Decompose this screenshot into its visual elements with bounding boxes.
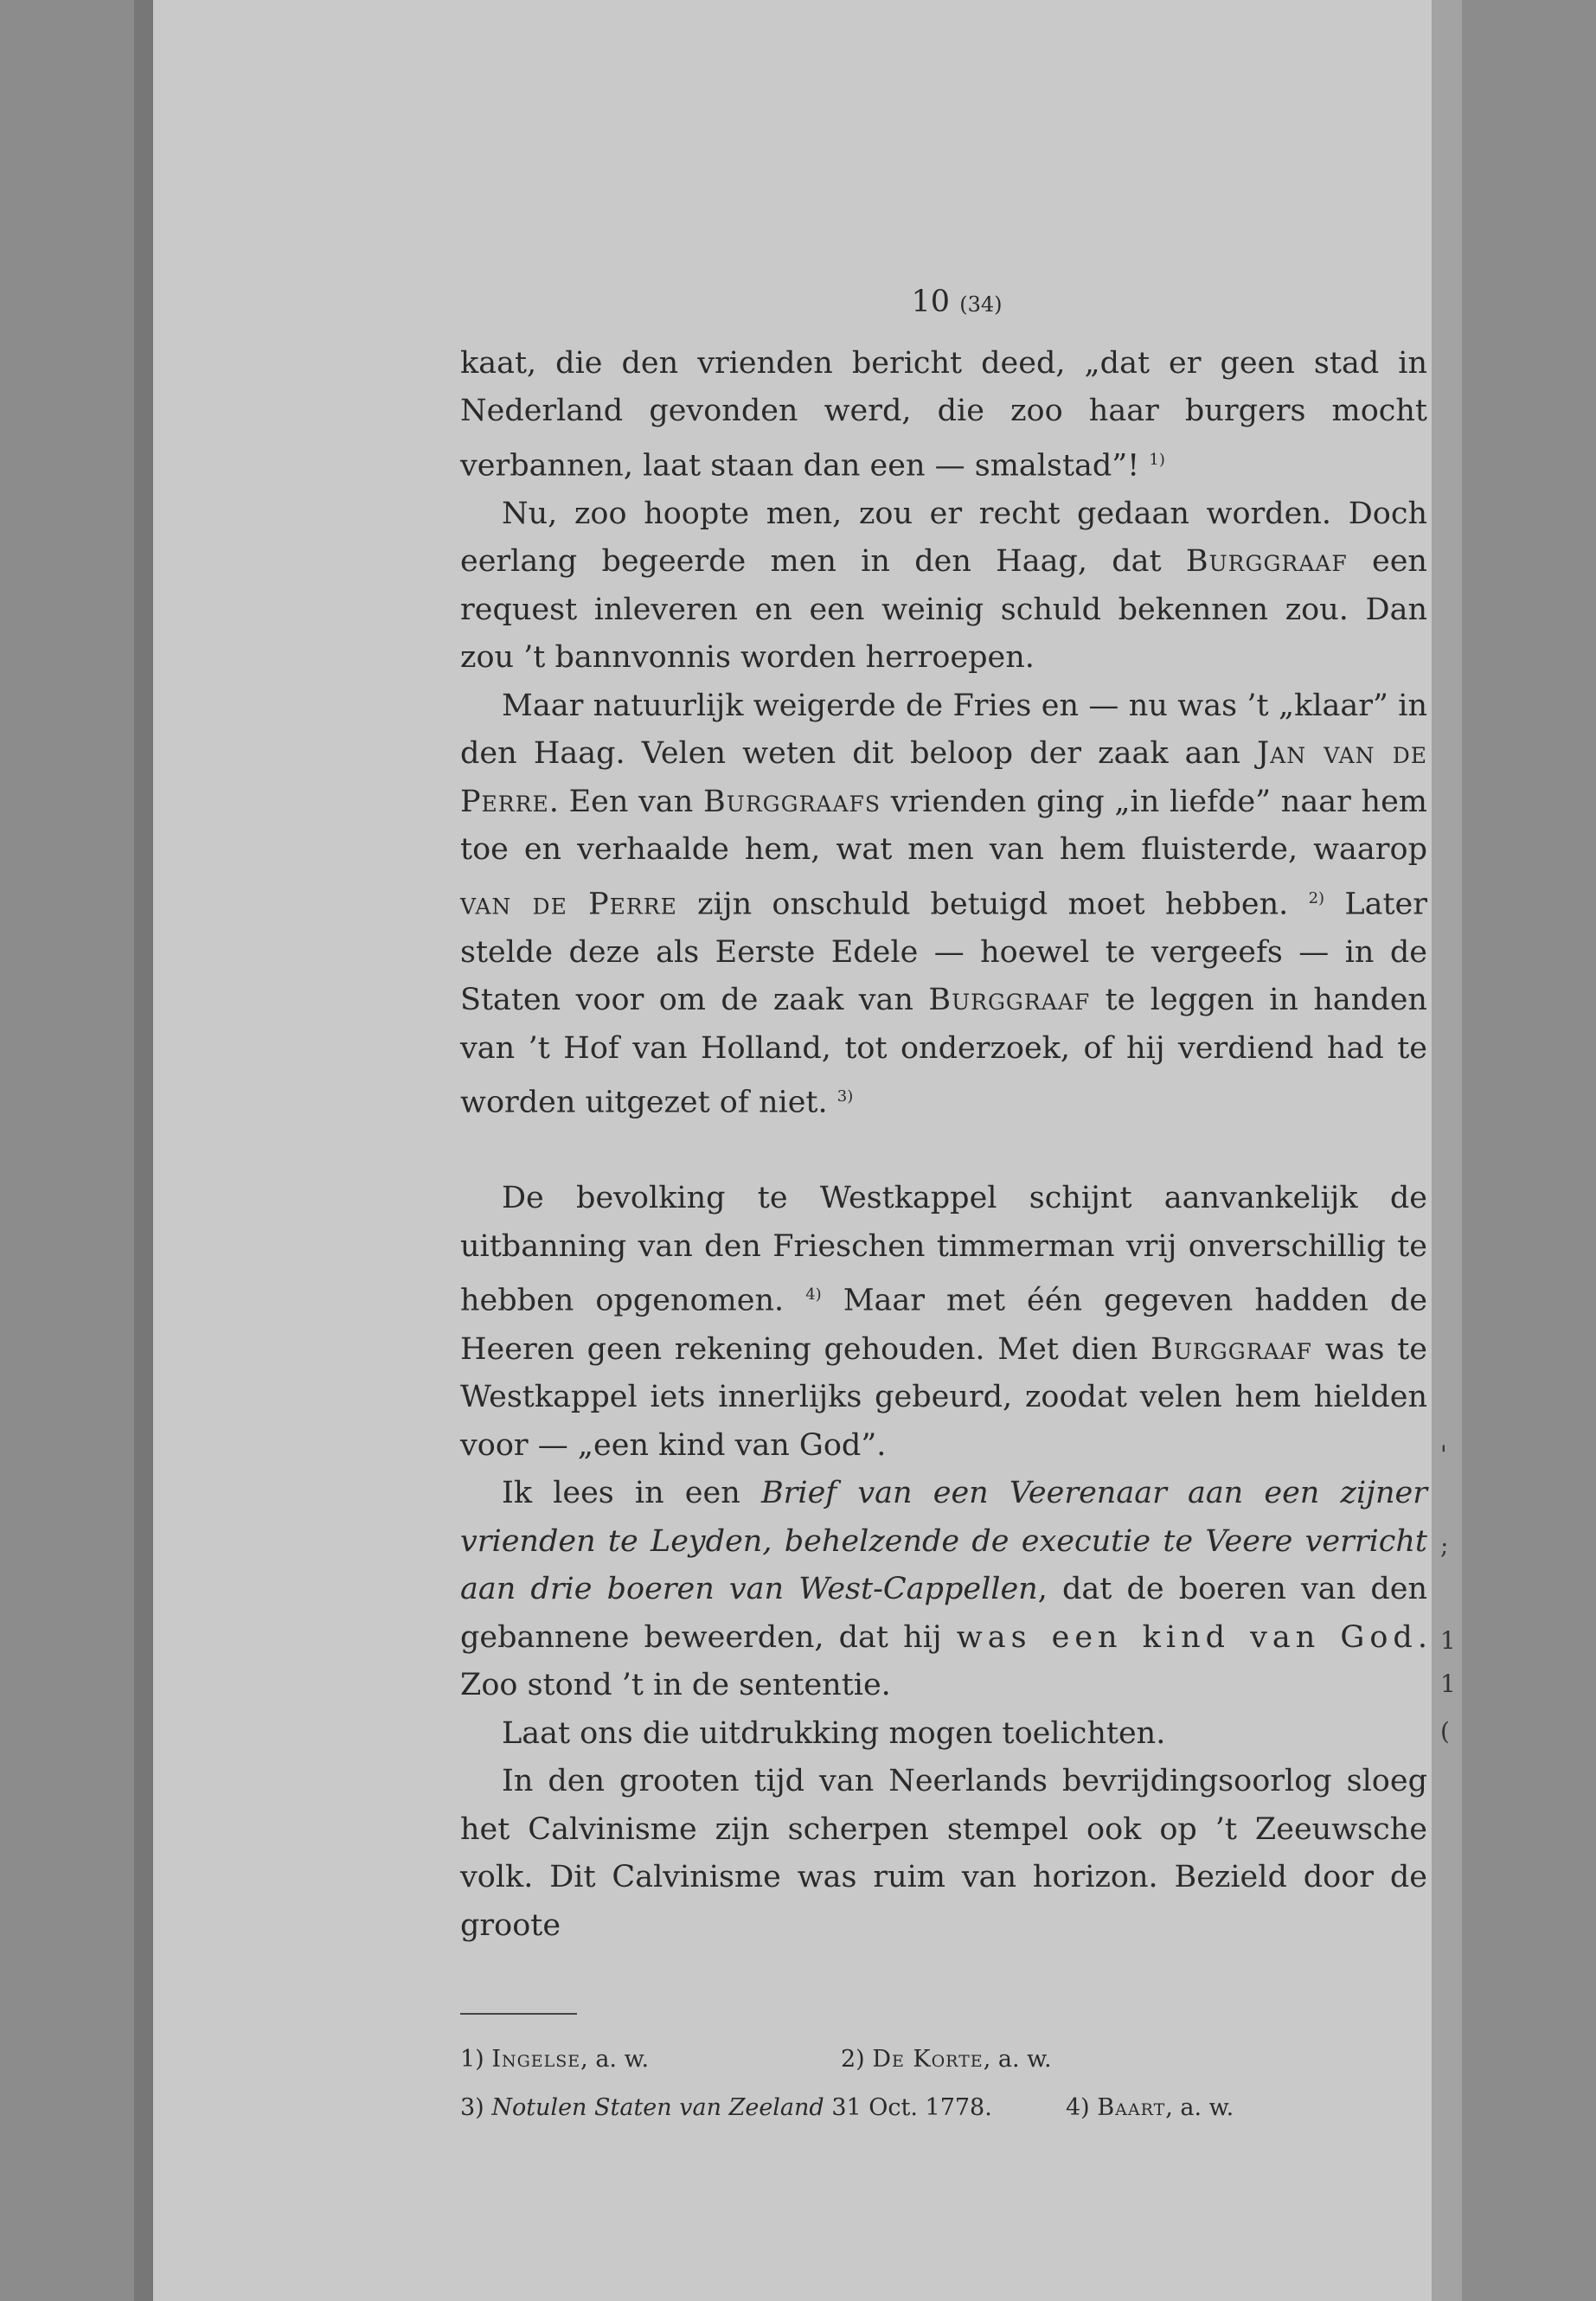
page-right-edge [1432, 0, 1462, 2301]
paragraph-5: Ik lees in een Brief van een Veerenaar aan een zijner vrienden te Leyden, behelzende de executie te Veere verricht aan drie boeren van West-Cappellen, dat de boeren van den gebannene beweerden, dat hij was een kind van God. Zoo stond ’t in de sententie. [460, 1476, 1427, 1703]
footnote-2: 2) De Korte, a. w. [841, 2046, 1052, 2073]
margin-mark: ' [1440, 1440, 1447, 1469]
page-number: 10 [911, 285, 951, 319]
footnote-ref: 4) [805, 1285, 822, 1304]
paragraph-1: kaat, die den vrienden bericht deed, „dat er geen stad in Nederland gevonden werd, die zoo haar burgers mocht verbannen, laat staan dan een — smalstad”! $^{1)}$ [460, 345, 1427, 484]
person-name: Burggraafs [703, 784, 881, 819]
paragraph-2: Nu, zoo hoopte men, zou er recht gedaan worden. Doch eerlang begeerde men in den Haag, dat Burggraaf een request inleveren en een weinig schuld bekennen zou. Dan zou ’t bannvonnis worden herroepen. [460, 496, 1427, 676]
paragraph-6: Laat ons die uitdrukking mogen toelichten. [502, 1715, 1166, 1751]
page-header [460, 279, 1427, 330]
person-name: Burggraaf [1185, 544, 1348, 580]
footnote-row [460, 2035, 1427, 2084]
footnote-rule [460, 2013, 577, 2015]
footnote-ref: 3) [836, 1087, 854, 1106]
person-name: Burggraaf [928, 983, 1091, 1018]
spaced-quote: was een kind van God [956, 1619, 1418, 1655]
footnote-1: 1) Ingelse, a. w. [460, 2046, 650, 2073]
footnote-4: 4) Baart, a. w. [1066, 2094, 1234, 2122]
paragraph-7: In den grooten tijd van Neerlands bevrijdingsoorlog sloeg het Calvinisme zijn scherpen stempel ook op ’t Zeeuwsche volk. Dit Calvinisme was ruim van horizon. Bezield door de groote [460, 1764, 1427, 1943]
cited-title: Brief van een Veerenaar aan een zijner vrienden te Leyden, behelzende de executie te Veere verricht aan drie boeren van West-Cappellen [460, 1476, 1427, 1607]
footnote-ref: 1) [1149, 450, 1165, 469]
footnote-row [460, 2084, 1427, 2132]
margin-mark: ( [1440, 1717, 1450, 1746]
paragraph-4: De bevolking te Westkappel schijnt aanvankelijk de uitbanning van den Frieschen timmerman vrij onverschillig te hebben opgenomen. $^{4)}$ Maar met één gegeven hadden de Heeren geen rekening gehouden. Met dien Burggraaf was te Westkappel iets innerlijks gebeurd, zoodat velen hem hielden voor — „een kind van God”. [460, 1181, 1427, 1463]
text-block [460, 279, 1427, 2132]
person-name: Burggraaf [1151, 1331, 1312, 1367]
margin-mark: 1 [1440, 1670, 1456, 1698]
binding-edge [134, 0, 153, 2301]
paragraph-3: Maar natuurlijk weigerde de Fries en — nu was ’t „klaar” in den Haag. Velen weten dit beloop der zaak aan Jan van de Perre. Een van Burggraafs vrienden ging „in liefde” naar hem toe en verhaalde hem, wat men van hem fluisterde, waarop van de Perre zijn onschuld betuigd moet hebben. $^{2)}$ Later stelde deze als Eerste Edele — hoewel te vergeefs — in de Staten voor om de zaak van Burggraaf te leggen in handen van ’t Hof van Holland, tot onderzoek, of hij verdiend had te worden uitgezet of niet. $^{3)}$ [460, 688, 1427, 1120]
margin-mark: 1 [1440, 1626, 1456, 1655]
margin-mark: ; [1440, 1531, 1449, 1560]
footnotes [460, 2035, 1427, 2132]
footnote-3: 3) Notulen Staten van Zeeland 31 Oct. 1778. [460, 2094, 992, 2122]
person-name: Jan van de Perre [460, 736, 1427, 819]
footnote-ref: 2) [1308, 888, 1325, 907]
person-name: van de Perre [460, 887, 677, 922]
original-page-number: (34) [959, 292, 1003, 317]
